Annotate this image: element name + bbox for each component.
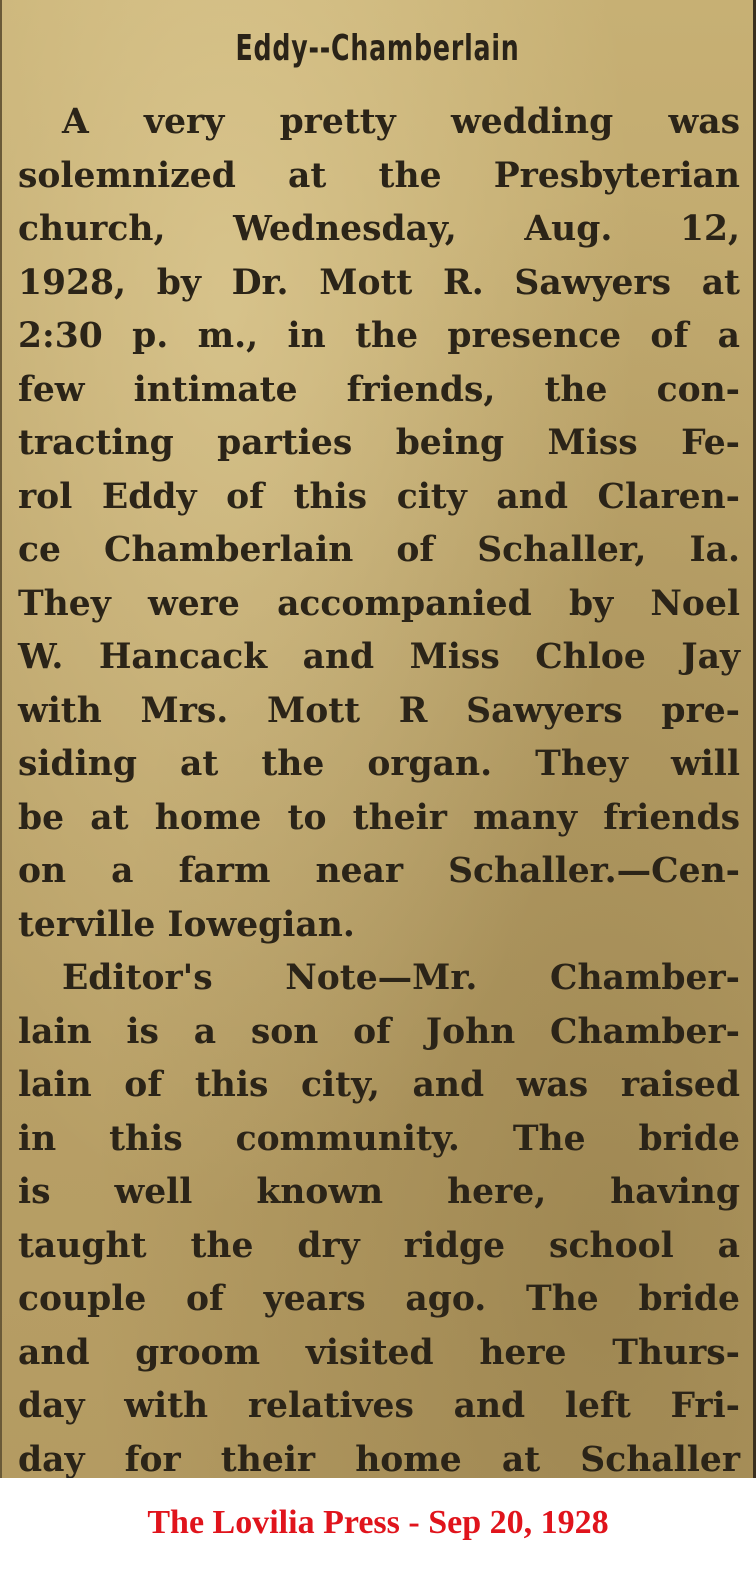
article-body — [18, 96, 740, 1478]
article-line: few intimate friends, the con- — [18, 369, 740, 410]
article-line: on a farm near Schaller.—Cen- — [18, 851, 740, 891]
article-line: They were accompanied by Noel — [18, 583, 740, 624]
article-line: with Mrs. Mott R Sawyers pre- — [18, 690, 740, 731]
article-headline: Eddy--Chamberlain — [235, 28, 520, 69]
article-line: day for their home at Schaller — [18, 1439, 740, 1478]
article-line: siding at the organ. They will — [18, 744, 740, 784]
article-line: W. Hancack and Miss Chloe Jay — [18, 637, 740, 677]
article-line: rol Eddy of this city and Claren- — [18, 476, 740, 517]
article-line: taught the dry ridge school a — [18, 1225, 740, 1266]
article-line: in this community. The bride — [18, 1118, 740, 1159]
article-line: lain is a son of John Chamber- — [18, 1011, 740, 1052]
article-line: lain of this city, and was raised — [18, 1065, 740, 1105]
article-line: tracting parties being Miss Fe- — [18, 423, 740, 463]
article-line: church, Wednesday, Aug. 12, — [18, 209, 740, 249]
article-line: and groom visited here Thurs- — [18, 1332, 740, 1373]
article-line: couple of years ago. The bride — [18, 1279, 740, 1319]
article-line: Editor's Note—Mr. Chamber- — [62, 958, 740, 998]
article-line: solemnized at the Presbyterian — [18, 155, 740, 196]
article-line: is well known here, having — [18, 1172, 740, 1212]
article-paragraph-1 — [18, 96, 740, 952]
article-line: terville Iowegian. — [18, 904, 355, 945]
article-line: be at home to their many friends — [18, 797, 740, 838]
article-line: ce Chamberlain of Schaller, Ia. — [18, 530, 740, 570]
article-line: 1928, by Dr. Mott R. Sawyers at — [18, 262, 740, 303]
article-paragraph-2 — [18, 952, 740, 1478]
article-line: A very pretty wedding was — [62, 102, 740, 142]
article-line: 2:30 p. m., in the presence of a — [18, 316, 740, 356]
article-line: day with relatives and left Fri- — [18, 1386, 740, 1426]
source-caption: The Lovilia Press - Sep 20, 1928 — [147, 1504, 609, 1541]
